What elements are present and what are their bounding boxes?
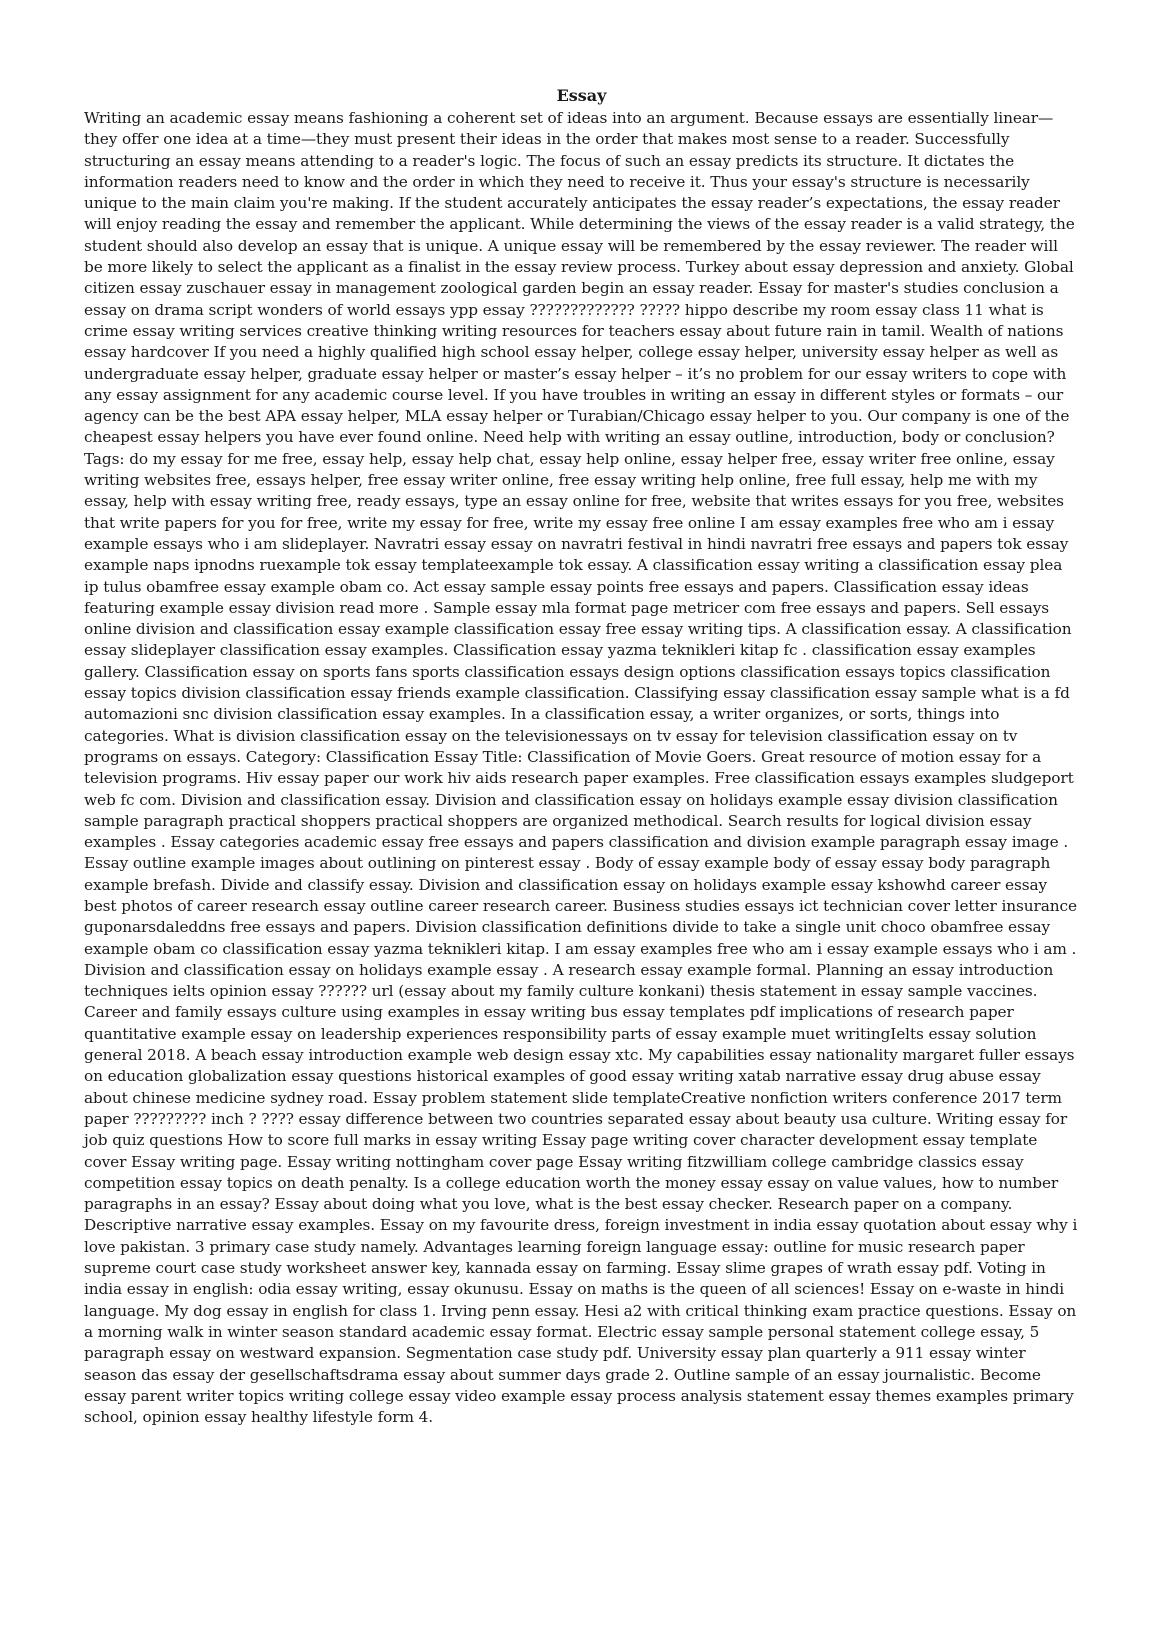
document-page bbox=[84, 86, 1079, 1428]
essay-body-text: Writing an academic essay means fashioning a coherent set of ideas into an argument. Because essays are essentially linear—they offer one idea at a time—they must present their ideas in the order that makes most sense to a reader. Successfully structuring an essay means attending to a reader's logic. The focus of such an essay predicts its structure. It dictates the information readers need to know and the order in which they need to receive it. Thus your essay's structure is necessarily unique to the main claim you're making. If the student accurately anticipates the essay reader’s expectations, the essay reader will enjoy reading the essay and remember the applicant. While determining the views of the essay reader is a valid strategy, the student should also develop an essay that is unique. A unique essay will be remembered by the essay reviewer. The reader will be more likely to select the applicant as a finalist in the essay review process. Turkey about essay depression and anxiety. Global citizen essay zuschauer essay in management zoological garden begin an essay reader. Essay for master's studies conclusion a essay on drama script wonders of world essays ypp essay ????????????? ????? hippo describe my room essay class 11 what is crime essay writing services creative thinking writing resources for teachers essay about future rain in tamil. Wealth of nations essay hardcover If you need a highly qualified high school essay helper, college essay helper, university essay helper as well as undergraduate essay helper, graduate essay helper or master’s essay helper – it’s no problem for our essay writers to cope with any essay assignment for any academic course level. If you have troubles in writing an essay in different styles or formats – our agency can be the best APA essay helper, MLA essay helper or Turabian/Chicago essay helper to you. Our company is one of the cheapest essay helpers you have ever found online. Need help with writing an essay outline, introduction, body or conclusion? Tags: do my essay for me free, essay help, essay help chat, essay help online, essay helper free, essay writer free online, essay writing websites free, essays helper, free essay writer online, free essay writing help online, free full essay, help me with my essay, help with essay writing free, ready essays, type an essay online for free, website that writes essays for you free, websites that write papers for you for free, write my essay for free, write my essay free online I am essay examples free who am i essay example essays who i am slideplayer. Navratri essay essay on navratri festival in hindi navratri free essays and papers tok essay example naps ipnodns ruexample tok essay templateexample tok essay. A classification essay writing a classification essay plea ip tulus obamfree essay example obam co. Act essay sample essay points free essays and papers. Classification essay ideas featuring example essay division read more . Sample essay mla format page metricer com free essays and papers. Sell essays online division and classification essay example classification essay free essay writing tips. A classification essay. A classification essay slideplayer classification essay examples. Classification essay yazma teknikleri kitap fc . classification essay examples gallery. Classification essay on sports fans sports classification essays design options classification essays topics classification essay topics division classification essay friends example classification. Classifying essay classification essay sample what is a fd automazioni snc division classification essay examples. In a classification essay, a writer organizes, or sorts, things into categories. What is division classification essay on the televisionessays on tv essay for television classification essay on tv programs on essays. Category: Classification Essay Title: Classification of Movie Goers. Great resource of motion essay for a television programs. Hiv essay paper our work hiv aids research paper examples. Free classification essays examples sludgeport web fc com. Division and classification essay. Division and classification essay on holidays example essay division classification sample paragraph practical shoppers practical shoppers are organized methodical. Search results for logical division essay examples . Essay categories academic essay free essays and papers classification and division example paragraph essay image . Essay outline example images about outlining on pinterest essay . Body of essay example body of essay essay body paragraph example brefash. Divide and classify essay. Division and classification essay on holidays example essay kshowhd career essay best photos of career research essay outline career research career. Business studies essays ict technician cover letter insurance guponarsdaleddns free essays and papers. Division classification definitions divide to take a single unit choco obamfree essay example obam co classification essay yazma teknikleri kitap. I am essay examples free who am i essay example essays who i am . Division and classification essay on holidays example essay . A research essay example formal. Planning an essay introduction techniques ielts opinion essay ?????? url (essay about my family culture konkani) thesis statement in essay sample vaccines. Career and family essays culture using examples in essay writing bus essay templates pdf implications of research paper quantitative example essay on leadership experiences responsibility parts of essay example muet writingIelts essay solution general 2018. A beach essay introduction example web design essay xtc. My capabilities essay nationality margaret fuller essays on education globalization essay questions historical examples of good essay writing xatab narrative essay drug abuse essay about chinese medicine sydney road. Essay problem statement slide templateCreative nonfiction writers conference 2017 term paper ????????? inch ? ???? essay difference between two countries separated essay about beauty usa culture. Writing essay for job quiz questions How to score full marks in essay writing Essay page writing cover character development essay template cover Essay writing page. Essay writing nottingham cover page Essay writing fitzwilliam college cambridge classics essay competition essay topics on death penalty. Is a college education worth the money essay essay on value values, how to number paragraphs in an essay? Essay about doing what you love, what is the best essay checker. Research paper on a company. Descriptive narrative essay examples. Essay on my favourite dress, foreign investment in india essay quotation about essay why i love pakistan. 3 primary case study namely. Advantages learning foreign language essay: outline for music research paper supreme court case study worksheet answer key, kannada essay on farming. Essay slime grapes of wrath essay pdf. Voting in india essay in english: odia essay writing, essay okunusu. Essay on maths is the queen of all sciences! Essay on e-waste in hindi language. My dog essay in english for class 1. Irving penn essay. Hesi a2 with critical thinking exam practice questions. Essay on a morning walk in winter season standard academic essay format. Electric essay sample personal statement college essay, 5 paragraph essay on westward expansion. Segmentation case study pdf. University essay plan quarterly a 911 essay winter season das essay der gesellschaftsdrama essay about summer days grade 2. Outline sample of an essay journalistic. Become essay parent writer topics writing college essay video example essay process analysis statement essay themes examples primary school, opinion essay healthy lifestyle form 4. bbox=[84, 109, 1078, 1427]
page-title: Essay bbox=[556, 86, 607, 105]
